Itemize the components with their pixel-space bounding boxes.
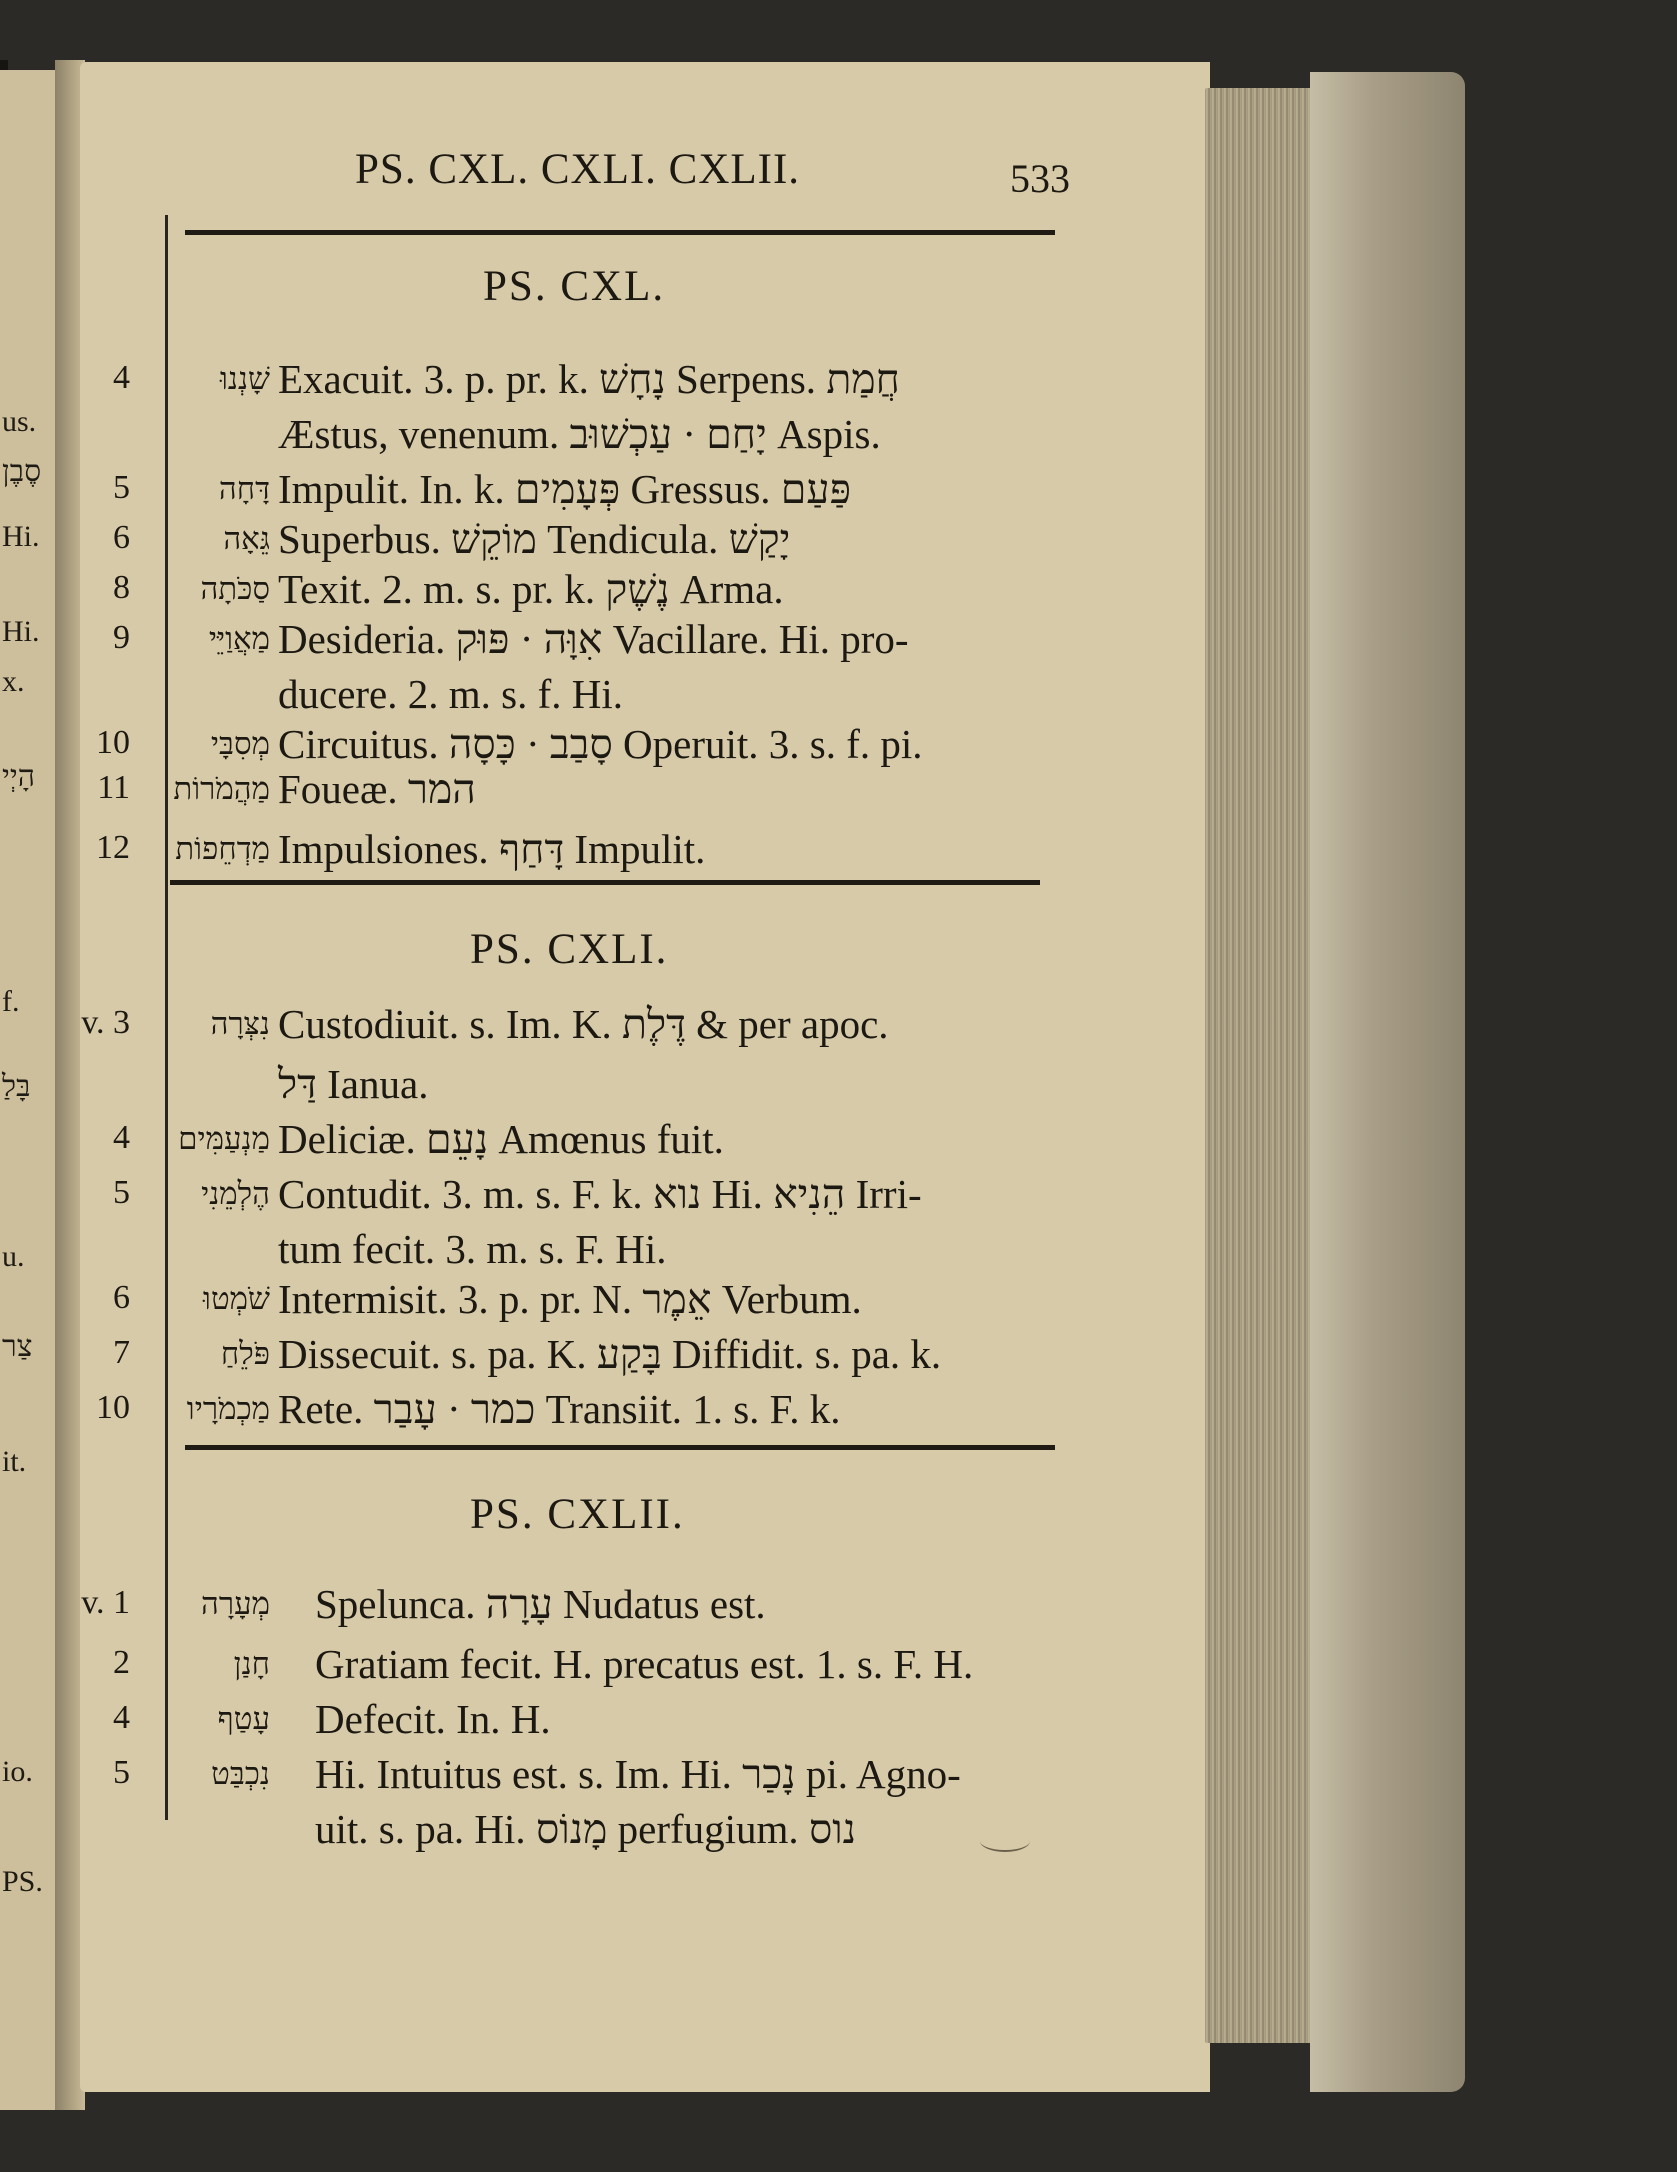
verse-number: 5 [113, 469, 130, 506]
verse-number: 6 [113, 1279, 130, 1316]
facing-page-fragment-text: it. [2, 1445, 27, 1478]
verse-number: 4 [113, 1699, 130, 1736]
verse-number: 2 [113, 1644, 130, 1681]
facing-page-fragment-text: הָיְי [2, 760, 35, 793]
facing-page-fragment-text: צַר [2, 1330, 33, 1363]
gloss-text: Superbus. מוֹקֵשׁ Tendicula. יָקַשׁ [278, 516, 791, 562]
verse-number: 12 [96, 829, 130, 866]
verse-number: 6 [113, 519, 130, 556]
section-rule [170, 880, 1040, 885]
hebrew-headword: שֹׁמְטוּ [203, 1281, 270, 1317]
gloss-text: Impulit. In. k. פְּעָמִים Gressus. פַּעַם [278, 466, 852, 512]
page-block-edge [1205, 88, 1315, 2043]
facing-page-fragment-text: x. [2, 665, 25, 698]
verse-number: 9 [113, 619, 130, 656]
hebrew-headword: נִכְבַּט [211, 1756, 270, 1792]
hebrew-headword: שָׁנְנוּ [219, 361, 270, 397]
gloss-text: Dissecuit. s. pa. K. בָּקַע Diffidit. s. pa. k. [278, 1331, 942, 1377]
section-title: PS. CXL. [483, 263, 666, 310]
hebrew-headword: נִצְּרָה [210, 1006, 270, 1042]
verse-number: v. 3 [81, 1004, 130, 1041]
gloss-text: Custodiuit. s. Im. K. דֶּלֶת & per apoc. [278, 1001, 889, 1047]
gloss-text: Impulsiones. דָּחַף Impulit. [278, 826, 706, 872]
verse-number: 7 [113, 1334, 130, 1371]
hebrew-headword: מַכְמֹרָיו [186, 1391, 270, 1427]
facing-page-fragment-text: io. [2, 1755, 33, 1788]
gloss-text: Exacuit. 3. p. pr. k. נָחָשׁ Serpens. חֲמַת [278, 356, 900, 402]
verse-number: 5 [113, 1754, 130, 1791]
gloss-text: Texit. 2. m. s. pr. k. נֶשֶׁק Arma. [278, 566, 784, 612]
hebrew-headword: חָנַן [233, 1646, 270, 1682]
gloss-text: Hi. Intuitus est. s. Im. Hi. נָכַר pi. Agno- [315, 1751, 961, 1797]
gloss-text: tum fecit. 3. m. s. F. Hi. [278, 1226, 667, 1272]
verse-number: v. 1 [81, 1584, 130, 1621]
facing-page-fragment-text: Hi. [2, 615, 40, 648]
gloss-text: Spelunca. עָרָה Nudatus est. [315, 1581, 766, 1627]
page-number: 533 [1010, 156, 1070, 201]
gloss-text: דַּל Ianua. [278, 1061, 429, 1107]
section-title: PS. CXLII. [470, 1491, 685, 1538]
section-title: PS. CXLI. [470, 926, 669, 973]
facing-page-fragment-text: PS. [2, 1865, 43, 1898]
hebrew-headword: מַאֲוַיֵּי [208, 621, 270, 657]
facing-page-fragment-text: us. [2, 405, 37, 438]
facing-page-fragment-text: Hi. [2, 520, 40, 553]
gloss-text: Defecit. In. H. [315, 1696, 551, 1742]
hebrew-headword: דָּחָה [218, 471, 270, 507]
gloss-text: Deliciæ. נָעֵם Amœnus fuit. [278, 1116, 724, 1162]
gloss-text: Gratiam fecit. H. precatus est. 1. s. F. H. [315, 1641, 974, 1687]
verse-number: 10 [96, 724, 130, 761]
section-rule [185, 1445, 1055, 1450]
facing-page-fragment-text: בָּלַ [2, 1070, 31, 1103]
facing-page-fragment-text: f. [2, 985, 20, 1018]
gloss-text: ducere. 2. m. s. f. Hi. [278, 671, 623, 717]
verse-number: 8 [113, 569, 130, 606]
hebrew-headword: עָטַף [217, 1701, 270, 1737]
hebrew-headword: מְעָרָה [201, 1586, 270, 1622]
hebrew-headword: מַדְחֵפוֹת [175, 831, 270, 867]
gloss-text: Foueæ. המר [278, 766, 476, 812]
gloss-text: Intermisit. 3. p. pr. N. אֵמֶר Verbum. [278, 1276, 862, 1322]
running-head: PS. CXL. CXLI. CXLII. [355, 146, 801, 193]
verse-number: 11 [97, 769, 130, 806]
book-cover-edge [1310, 72, 1465, 2092]
verse-number: 10 [96, 1389, 130, 1426]
gloss-text: Circuitus. סָבַב · כָּסָה Operuit. 3. s. f. pi. [278, 721, 923, 767]
verse-number: 5 [113, 1174, 130, 1211]
hebrew-headword: מַהֲמֹרוֹת [173, 771, 270, 807]
gloss-text: Contudit. 3. m. s. F. k. נוא Hi. הֵנִיא Irri- [278, 1171, 922, 1217]
gloss-text: Rete. כמר · עָבַר Transiit. 1. s. F. k. [278, 1386, 841, 1432]
gloss-text: uit. s. pa. Hi. מָנוֹס perfugium. נוס [315, 1806, 857, 1852]
hebrew-headword: הֶלְמֵנִי [201, 1176, 270, 1212]
hebrew-headword: מַנְעַמִּים [178, 1121, 270, 1157]
facing-page-fragment-text: u. [2, 1240, 25, 1273]
hebrew-headword: סַכֹּתָה [200, 571, 270, 607]
section-rule [185, 230, 1055, 235]
verse-number: 4 [113, 1119, 130, 1156]
verse-number: 4 [113, 359, 130, 396]
facing-page-fragment-text: סֶבֶן [2, 455, 42, 488]
gloss-text: Desideria. אִוָּה · פּוּק Vacillare. Hi. pro- [278, 616, 909, 662]
hebrew-headword: גֵּאָה [223, 521, 270, 557]
hebrew-headword: מְסִבָּי [210, 726, 270, 762]
gloss-text: Æstus, venenum. יָחַם · עַכְשׁוּב Aspis. [278, 411, 881, 457]
hebrew-headword: פֹּלֵחַ [220, 1336, 270, 1372]
ink-mark [980, 1830, 1030, 1852]
